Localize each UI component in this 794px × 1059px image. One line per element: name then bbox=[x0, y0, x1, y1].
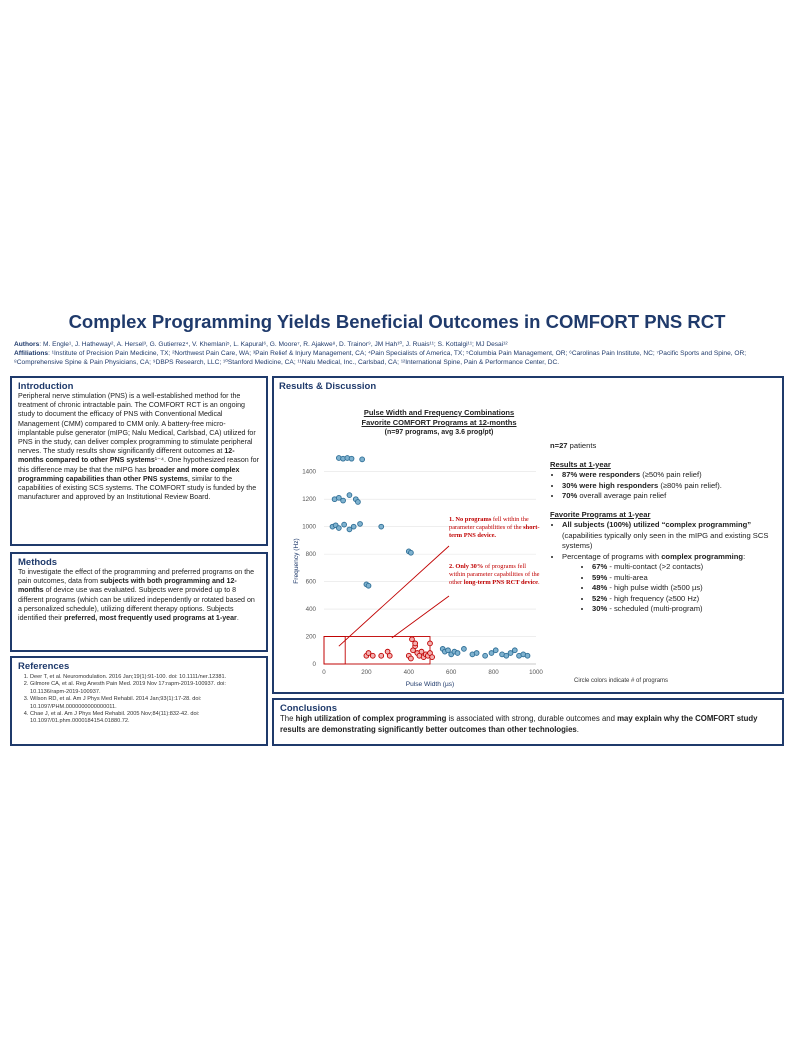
results-stats bbox=[550, 441, 790, 615]
red-data-point bbox=[413, 641, 418, 646]
sub-text: - multi-area bbox=[607, 572, 648, 582]
methods-p3: . bbox=[236, 614, 239, 623]
results-at-1-year-heading: Results at 1-year bbox=[550, 459, 611, 469]
conclusions-text bbox=[280, 714, 776, 735]
result-item bbox=[562, 470, 790, 481]
introduction-box bbox=[10, 376, 268, 546]
sub-text: - high frequency (≥500 Hz) bbox=[607, 593, 700, 603]
affiliations-text: : ¹Institute of Precision Pain Medicine, TX; ²Northwest Pain Care, WA; ³Pain Relief & Injury Management, CA; ⁴Pain Specialists of America, TX; ⁵Columbia Pain Management, OR; ⁶Carolinas Pain Institute, NC; ⁷Pacific Sports and Spine, OR; ⁸Comprehensive Spine & Pain Physicians, CA; ⁹DBPS Research, LLC; ¹⁰Stanford Medicine, CA; ¹¹Nalu Medical, Inc., Carlsbad, CA; ¹²International Spine, Pain & Performance Center, DC. bbox=[14, 350, 747, 366]
intro-p1: Peripheral nerve stimulation (PNS) is a well-established method for the treatment of chronic intractable pain. The COMFORT RCT is an ongoing study to document the efficacy of PNS with Conventional Medical Management (CMM) compared to CMM only. A battery-free micro-implantable pulse generator (mIPG; Nalu Medical, Carlsbad, CA) utilized for PNS in the study, can deliver complex programming to stimulate peripheral nerves. The study results show significantly different outcomes at bbox=[18, 392, 256, 456]
annot2-bold2: long-term PNS RCT device bbox=[463, 579, 538, 587]
references-list bbox=[18, 674, 260, 726]
sub-bold: 30% bbox=[592, 604, 608, 613]
sub-bold: 48% bbox=[592, 583, 608, 592]
concl-t3: . bbox=[576, 724, 579, 734]
intro-p2: ¹⁻⁴. One hypothesized reason for this difference may be that the mIPG has bbox=[18, 456, 259, 474]
concl-b2: may explain why the COMFORT study results are demonstrating significantly better outcomes than other technologies bbox=[280, 714, 758, 734]
y-axis-label: Frequency (Hz) bbox=[293, 538, 300, 584]
y-tick-label: 200 bbox=[305, 633, 316, 641]
result-bold: 70% bbox=[562, 491, 578, 500]
blue-data-point bbox=[356, 500, 361, 505]
sub-text: - scheduled (multi-program) bbox=[607, 604, 703, 613]
y-tick-label: 600 bbox=[305, 578, 316, 586]
red-data-point bbox=[410, 637, 415, 642]
poster bbox=[8, 308, 786, 748]
favorite-bold: complex programming bbox=[661, 551, 744, 561]
sub-item bbox=[592, 604, 790, 615]
conclusions-box bbox=[272, 698, 784, 746]
reference-item: 4. Chae J, et al. Am J Phys Med Rehabil. 2005 Nov;84(11):832-42. doi: 10.1097/01.phm.0000184154.01880.72. bbox=[30, 711, 260, 726]
annot2-bold: 2. Only 30% bbox=[449, 563, 484, 570]
red-data-point bbox=[370, 653, 375, 658]
annotation-long-term bbox=[449, 563, 541, 588]
y-tick-label: 400 bbox=[305, 606, 316, 614]
annotation-arrow bbox=[392, 596, 449, 638]
references-box bbox=[10, 656, 268, 746]
sub-item bbox=[592, 562, 790, 573]
x-tick-label: 0 bbox=[322, 669, 326, 676]
conclusions-heading: Conclusions bbox=[280, 703, 338, 714]
authors-block bbox=[14, 340, 780, 367]
methods-p2: of device use was evaluated. Subjects were provided up to 8 different programs (which can be utilized independently or rotated based on a personalized schedule), utilizing different therapy options. Subjects identified their bbox=[18, 586, 255, 623]
concl-t1: The bbox=[280, 714, 296, 723]
blue-data-point bbox=[512, 648, 517, 653]
x-tick-label: 200 bbox=[361, 669, 372, 676]
annot1-text: fell within the parameter capabilities of the bbox=[449, 516, 529, 532]
blue-data-point bbox=[462, 646, 467, 651]
result-bold: 87% were responders bbox=[562, 470, 641, 479]
blue-data-point bbox=[455, 651, 460, 656]
result-item bbox=[562, 481, 790, 492]
annotation-arrow bbox=[339, 546, 449, 646]
reference-item: 2. Gilmore CA, et al. Reg Anesth Pain Med. 2019 Nov 17:rapm-2019-100937. doi: 10.1136/rapm-2019-100937. bbox=[30, 681, 260, 696]
annot2-text: of programs fell within parameter capabilities of the other bbox=[449, 563, 540, 587]
blue-data-point bbox=[493, 648, 498, 653]
results-heading: Results & Discussion bbox=[279, 381, 377, 392]
sub-bold: 52% bbox=[592, 593, 608, 603]
blue-data-point bbox=[347, 493, 352, 498]
results-box bbox=[272, 376, 784, 694]
red-data-point bbox=[428, 641, 433, 646]
annotation-short-term bbox=[449, 516, 541, 541]
blue-data-point bbox=[336, 526, 341, 531]
poster-title: Complex Programming Yields Beneficial Outcomes in COMFORT PNS RCT bbox=[68, 311, 726, 332]
y-tick-label: 1200 bbox=[302, 496, 316, 504]
y-tick-label: 1000 bbox=[302, 523, 316, 531]
reference-item: 3. Wilson RD, et al. Am J Phys Med Rehabil. 2014 Jan;93(1):17-28. doi: 10.1097/PHM.0000000000000011. bbox=[30, 696, 260, 711]
blue-data-point bbox=[360, 457, 365, 462]
methods-box bbox=[10, 552, 268, 652]
chart-subtitle: (n=97 programs, avg 3.6 prog/pt) bbox=[384, 429, 494, 436]
blue-data-point bbox=[409, 550, 414, 555]
blue-data-point bbox=[474, 651, 479, 656]
affiliations-label: Affiliations bbox=[14, 350, 49, 357]
x-tick-label: 400 bbox=[403, 669, 414, 676]
intro-b1: 12-months compared to other PNS systems bbox=[18, 447, 235, 465]
patient-count bbox=[550, 441, 790, 452]
favorite-programs-heading: Favorite Programs at 1-year bbox=[550, 509, 651, 519]
complex-programming-sublist bbox=[562, 562, 790, 615]
patient-count-value: n=27 bbox=[550, 441, 568, 450]
blue-data-point bbox=[446, 648, 451, 653]
red-data-point bbox=[379, 653, 384, 658]
chart-title-line2: Favorite COMFORT Programs at 12-months bbox=[361, 418, 517, 427]
favorite-item bbox=[562, 552, 790, 615]
result-text: (≥50% pain relief) bbox=[640, 470, 702, 479]
y-tick-label: 800 bbox=[305, 551, 316, 559]
authors-line bbox=[14, 340, 780, 349]
methods-p1: To investigate the effect of the programming and preferred programs on the pain outcomes, data from bbox=[18, 568, 255, 586]
annot1-bold2: short-term PNS device. bbox=[449, 524, 540, 540]
y-tick-label: 0 bbox=[312, 661, 316, 668]
favorite-list bbox=[550, 520, 790, 615]
blue-data-point bbox=[366, 583, 371, 588]
result-item bbox=[562, 491, 790, 502]
sub-item bbox=[592, 583, 790, 594]
short-term-region-box bbox=[324, 637, 345, 664]
favorite-text: (capabilities typically only seen in the mIPG and existing SCS systems) bbox=[562, 530, 769, 550]
annot2-text2: . bbox=[538, 579, 540, 587]
introduction-heading: Introduction bbox=[18, 381, 74, 392]
result-text: overall average pain relief bbox=[577, 491, 667, 500]
blue-data-point bbox=[351, 524, 356, 529]
favorite-item bbox=[562, 520, 790, 552]
sub-bold: 59% bbox=[592, 572, 608, 582]
result-text: (≥80% pain relief). bbox=[658, 480, 722, 490]
x-tick-label: 1000 bbox=[529, 669, 543, 676]
blue-data-point bbox=[483, 653, 488, 658]
methods-b2: preferred, most frequently used programs at 1-year bbox=[64, 614, 237, 623]
sub-item bbox=[592, 573, 790, 584]
sub-text: - multi-contact (>2 contacts) bbox=[607, 562, 704, 571]
red-data-point bbox=[430, 655, 435, 660]
result-bold: 30% were high responders bbox=[562, 480, 659, 490]
intro-b2: broader and more complex programming capabilities than other PNS systems bbox=[18, 465, 240, 483]
methods-text bbox=[18, 568, 260, 623]
authors-label: Authors bbox=[14, 341, 40, 348]
sub-text: - high pulse width (≥500 µs) bbox=[607, 583, 703, 592]
references-heading: References bbox=[18, 661, 70, 672]
methods-heading: Methods bbox=[18, 557, 58, 568]
results-list bbox=[550, 470, 790, 502]
affiliations-line bbox=[14, 349, 780, 367]
favorite-text: Percentage of programs with bbox=[562, 551, 662, 561]
favorite-bold: All subjects (100%) utilized “complex programming” bbox=[562, 520, 752, 529]
sub-bold: 67% bbox=[592, 562, 608, 571]
methods-b1: subjects with both programming and 12-months bbox=[18, 577, 237, 595]
authors-text: : M. Engle¹, J. Hatheway², A. Hersel³, G. Gutierrez⁴, V. Khemlani⁵, L. Kapural⁶, G. Moore⁷, R. Ajakwe⁸, D. Trainor⁹, JM Hah¹⁰, J. Ruais¹¹; S. Kottalgi¹¹; MJ Desai¹² bbox=[39, 341, 508, 348]
y-tick-label: 1400 bbox=[302, 468, 316, 476]
annot1-bold: 1. No programs bbox=[449, 516, 492, 523]
blue-data-point bbox=[358, 522, 363, 527]
intro-p3: , similar to the capabilities of existing SCS systems. The COMFORT study is funded by the manufacturer and approved by an Institutional Review Board. bbox=[18, 474, 257, 502]
chart-title-line1: Pulse Width and Frequency Combinations bbox=[363, 408, 515, 417]
blue-data-point bbox=[379, 524, 384, 529]
blue-data-point bbox=[525, 653, 530, 658]
concl-b1: high utilization of complex programming bbox=[295, 714, 447, 723]
circle-color-note: Circle colors indicate # of programs bbox=[574, 678, 669, 684]
reference-item: 1. Deer T, et al. Neuromodulation. 2016 Jan;19(1):91-100. doi: 10.1111/ner.12381. bbox=[30, 674, 260, 681]
blue-data-point bbox=[342, 522, 347, 527]
x-tick-label: 600 bbox=[446, 669, 457, 676]
blue-data-point bbox=[349, 456, 354, 461]
introduction-text bbox=[18, 392, 260, 502]
patient-count-suffix: patients bbox=[567, 441, 597, 450]
blue-data-point bbox=[341, 498, 346, 503]
concl-t2: is associated with strong, durable outcomes and bbox=[446, 714, 618, 723]
favorite-text: : bbox=[743, 551, 746, 561]
red-data-point bbox=[387, 653, 392, 658]
sub-item bbox=[592, 594, 790, 605]
red-data-point bbox=[409, 656, 414, 661]
x-axis-label: Pulse Width (µs) bbox=[405, 681, 455, 688]
x-tick-label: 800 bbox=[488, 669, 499, 676]
